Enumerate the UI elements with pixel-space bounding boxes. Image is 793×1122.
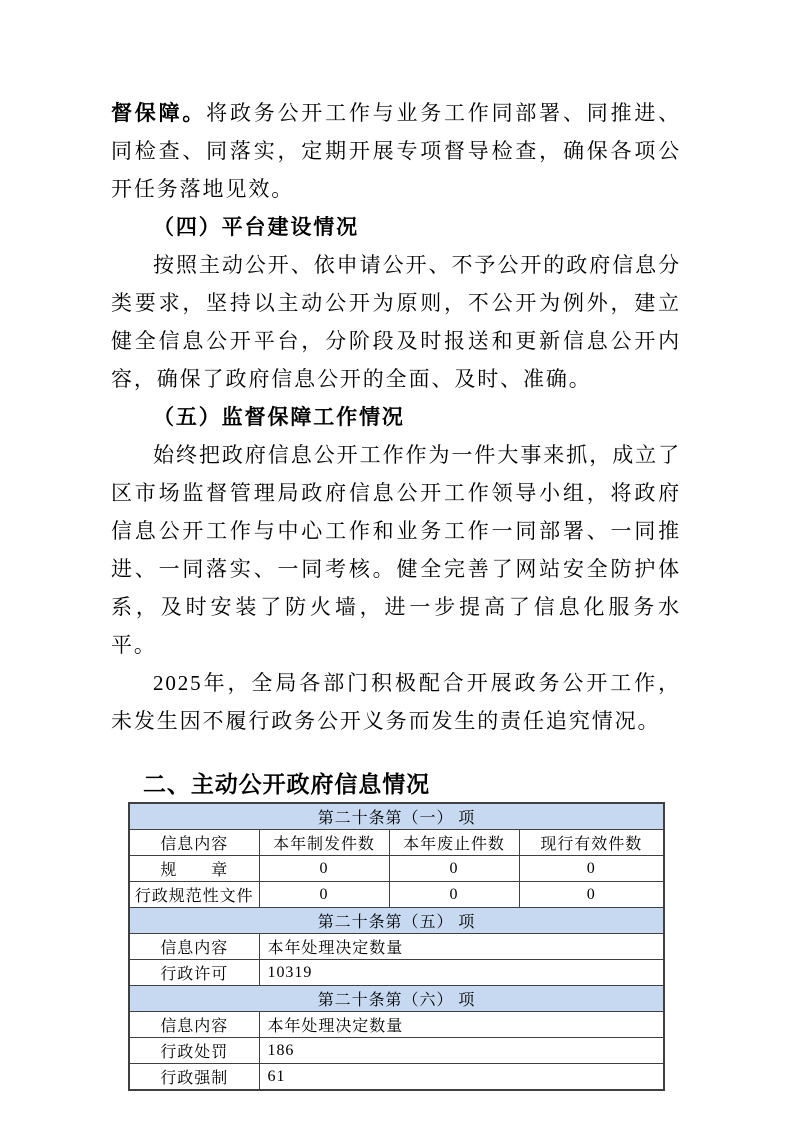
section-header-article20-item1: 第二十条第（一） 项 [129,803,664,830]
row-label: 行政许可 [129,960,259,986]
cell-value: 0 [519,856,664,882]
row-label: 行政处罚 [129,1038,259,1064]
table-column-header-row [129,1012,664,1038]
cell-value: 0 [259,856,389,882]
column-header: 信息内容 [129,934,259,960]
section-header-article20-item6: 第二十条第（六） 项 [129,986,664,1012]
cell-value: 61 [259,1064,664,1091]
table-section-header-row [129,986,664,1012]
document-content [111,94,681,1091]
disclosure-statistics-table [128,802,665,1091]
column-header: 现行有效件数 [519,830,664,856]
section-title-proactive-disclosure: 二、主动公开政府信息情况 [143,771,431,797]
column-header: 信息内容 [129,1012,259,1038]
paragraph-platform: 按照主动公开、依申请公开、不予公开的政府信息分类要求，坚持以主动公开为原则，不公开为例外，建立健全信息公开平台，分阶段及时报送和更新信息公开内容，确保了政府信息公开的全面、及时、准确。 [111,253,681,391]
cell-value: 186 [259,1038,664,1064]
table-row-administrative-licensing [129,960,664,986]
table-column-header-row [129,830,664,856]
column-header: 本年处理决定数量 [259,1012,664,1038]
cell-value: 0 [389,882,519,908]
cell-value: 0 [389,856,519,882]
table-row-rules [129,856,664,882]
row-label: 规 章 [129,856,259,882]
column-header: 本年制发件数 [259,830,389,856]
cell-value: 10319 [259,960,664,986]
bold-text-run: 督保障。 [111,101,207,125]
table-column-header-row [129,934,664,960]
cell-value: 0 [259,882,389,908]
table-row-administrative-coercion [129,1064,664,1091]
cell-value: 0 [519,882,664,908]
table-row-administrative-penalty [129,1038,664,1064]
paragraph-continued [111,94,681,208]
table-row-normative-documents [129,882,664,908]
column-header: 本年处理决定数量 [259,934,664,960]
section-heading-4: （四）平台建设情况 [153,215,360,239]
paragraph-text: 将政务公开工作与业务工作同部署、同推进、同检查、同落实，定期开展专项督导检查，确保各项公开任务落地见效。 [111,101,681,201]
row-label: 行政强制 [129,1064,259,1091]
table-section-header-row [129,803,664,830]
column-header: 信息内容 [129,830,259,856]
paragraph-supervision: 始终把政府信息公开工作作为一件大事来抓，成立了区市场监督管理局政府信息公开工作领导小组，将政府信息公开工作与中心工作和业务工作一同部署、一同推进、一同落实、一同考核。健全完善了网站安全防护体系，及时安装了防火墙，进一步提高了信息化服务水平。 [111,443,681,657]
row-label: 行政规范性文件 [129,882,259,908]
paragraph-2025: 2025年，全局各部门积极配合开展政务公开工作，未发生因不履行政务公开义务而发生的责任追究情况。 [111,671,681,733]
section-header-article20-item5: 第二十条第（五） 项 [129,908,664,934]
table-section-header-row [129,908,664,934]
section-heading-5: （五）监督保障工作情况 [153,405,405,429]
column-header: 本年废止件数 [389,830,519,856]
